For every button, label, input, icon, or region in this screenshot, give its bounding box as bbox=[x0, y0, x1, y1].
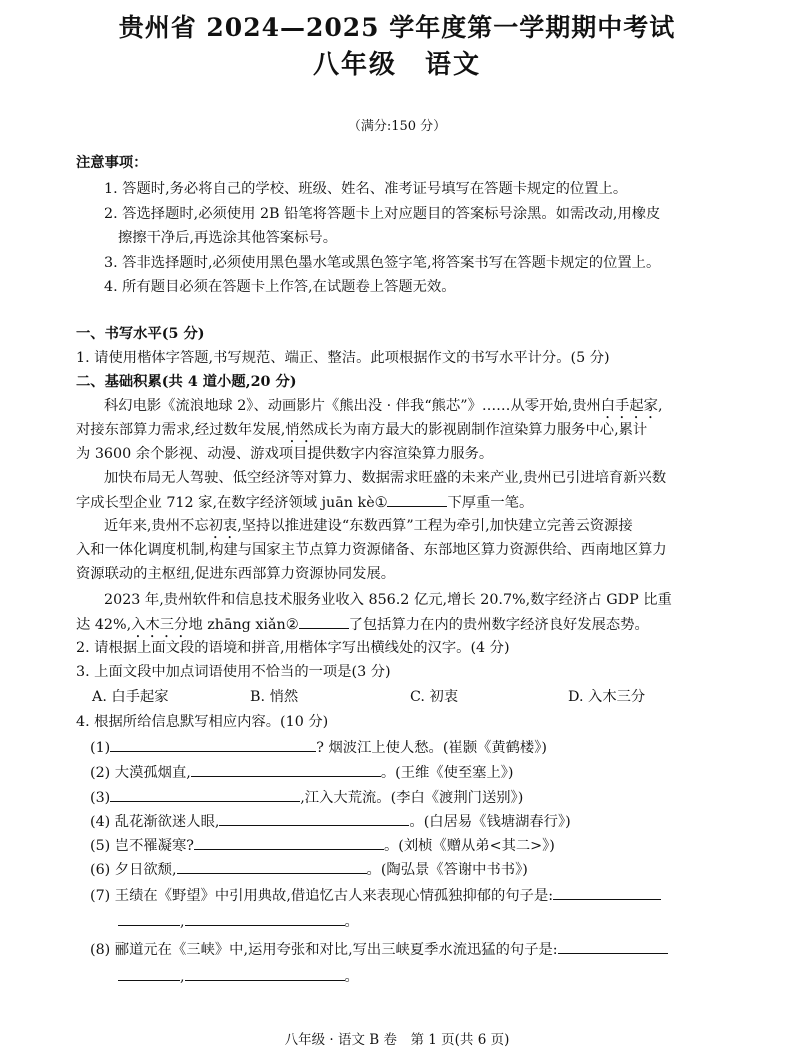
passage-p1-line3: 为 3600 余个影视、动漫、游戏项目提供数字内容渲染算力服务。 bbox=[76, 446, 494, 462]
answer-blank[interactable] bbox=[558, 939, 668, 954]
answer-blank[interactable] bbox=[118, 911, 180, 926]
notice-item-3: 3. 答非选择题时,必须使用黑色墨水笔或黑色签字笔,将答案书写在答题卡规定的位置上。 bbox=[104, 255, 661, 271]
passage-p4-line2 bbox=[76, 614, 649, 641]
answer-blank-2[interactable] bbox=[299, 614, 349, 629]
text: 。 bbox=[344, 969, 359, 985]
dotted-word: 入木三分 bbox=[131, 617, 189, 633]
text: (7) 王绩在《野望》中引用典故,借追忆古人来表现心情孤独抑郁的句子是: bbox=[90, 888, 554, 904]
full-score: （满分:150 分） bbox=[347, 119, 447, 134]
passage-p2-line1: 加快布局无人驾驶、低空经济等对算力、数据需求旺盛的未来产业,贵州已引进培育新兴数 bbox=[104, 470, 667, 486]
answer-blank[interactable] bbox=[110, 737, 316, 752]
option-c[interactable]: C. 初衷 bbox=[410, 689, 459, 705]
notice-item-2: 2. 答选择题时,必须使用 2B 铅笔将答题卡上对应题目的答案标号涂黑。如需改动,用橡皮 bbox=[104, 206, 661, 222]
recite-item-1 bbox=[90, 737, 547, 758]
text: 近年来,贵州不忘 bbox=[104, 518, 209, 534]
question-3: 3. 上面文段中加点词语使用不恰当的一项是(3 分) bbox=[76, 664, 391, 680]
answer-blank[interactable] bbox=[191, 762, 381, 777]
notice-heading: 注意事项： bbox=[76, 155, 148, 171]
passage-p3-line2: 入和一体化调度机制,构建与国家主节点算力资源储备、东部地区算力资源供给、西南地区算力 bbox=[76, 542, 667, 558]
answer-blank[interactable] bbox=[185, 966, 345, 981]
section1-heading: 一、书写水平(5 分) bbox=[76, 326, 205, 342]
question-1: 1. 请使用楷体字答题,书写规范、端正、整洁。此项根据作文的书写水平计分。(5 分) bbox=[76, 350, 610, 366]
passage-p4-line1: 2023 年,贵州软件和信息技术服务业收入 856.2 亿元,增长 20.7%,数字经济占 GDP 比重 bbox=[104, 592, 672, 608]
passage-p3-line1 bbox=[104, 516, 633, 542]
recite-item-3 bbox=[90, 787, 523, 808]
question-2: 2. 请根据上面文段的语境和拼音,用楷体字写出横线处的汉字。(4 分) bbox=[76, 640, 510, 656]
answer-blank[interactable] bbox=[553, 885, 661, 900]
answer-blank[interactable] bbox=[194, 835, 384, 850]
text: 。(王维《使至塞上》) bbox=[380, 765, 514, 781]
text: 成长为南方最大的影视剧制作渲染算力服务中心,累计 bbox=[313, 422, 648, 438]
text: (3) bbox=[90, 790, 111, 806]
answer-blank[interactable] bbox=[185, 911, 345, 926]
text: (8) 郦道元在《三峡》中,运用夸张和对比,写出三峡夏季水流迅猛的句子是: bbox=[90, 942, 558, 958]
dotted-word: 白手起家 bbox=[600, 398, 658, 414]
text: 了包括算力在内的贵州数字经济良好发展态势。 bbox=[348, 617, 649, 633]
recite-item-6 bbox=[90, 859, 528, 880]
passage-p1-line1 bbox=[104, 396, 663, 422]
recite-item-8 bbox=[90, 939, 668, 960]
answer-blank[interactable] bbox=[110, 787, 300, 802]
notice-item-4: 4. 所有题目必须在答题卡上作答,在试题卷上答题无效。 bbox=[104, 279, 456, 295]
answer-blank[interactable] bbox=[177, 859, 367, 874]
exam-subtitle: 八年级 语文 bbox=[312, 50, 481, 80]
text: 地 zhāng xiǎn② bbox=[188, 617, 299, 633]
answer-blank[interactable] bbox=[219, 811, 409, 826]
text: 对接东部算力需求,经过数年发展, bbox=[76, 422, 286, 438]
text: , bbox=[657, 398, 663, 414]
text: 。(刘桢《赠从弟<其二>》) bbox=[383, 838, 555, 854]
text: (6) 夕日欲颓, bbox=[90, 862, 177, 878]
text: 下厚重一笔。 bbox=[447, 495, 534, 511]
recite-item-2 bbox=[90, 762, 514, 783]
exam-title: 贵州省 2024—2025 学年度第一学期期中考试 bbox=[118, 13, 676, 42]
notice-item-1: 1. 答题时,务必将自己的学校、班级、姓名、准考证号填写在答题卡规定的位置上。 bbox=[104, 181, 628, 197]
text: 。(白居易《钱塘湖春行》) bbox=[409, 814, 571, 830]
text: ? 烟波江上使人愁。(崔颢《黄鹤楼》) bbox=[316, 740, 547, 756]
text: ,坚持以推进建设“东数西算”工程为牵引,加快建立完善云资源接 bbox=[237, 518, 633, 534]
text: , bbox=[180, 914, 185, 930]
section2-heading: 二、基础积累(共 4 道小题,20 分) bbox=[76, 374, 297, 390]
question-4: 4. 根据所给信息默写相应内容。(10 分) bbox=[76, 714, 329, 730]
text: 字成长型企业 712 家,在数字经济领域 juān kè① bbox=[76, 495, 388, 511]
text: 。(陶弘景《答谢中书书》) bbox=[366, 862, 528, 878]
recite-item-4 bbox=[90, 811, 571, 832]
recite-item-7 bbox=[90, 885, 661, 906]
passage-p3-line3: 资源联动的主枢纽,促进东西部算力资源协同发展。 bbox=[76, 566, 396, 582]
recite-item-8-cont bbox=[118, 966, 359, 987]
answer-blank-1[interactable] bbox=[387, 492, 447, 507]
option-b[interactable]: B. 悄然 bbox=[250, 689, 299, 705]
page-footer: 八年级 · 语文 B 卷 第 1 页(共 6 页) bbox=[284, 1032, 510, 1048]
notice-item-2-cont: 擦擦干净后,再选涂其他答案标号。 bbox=[118, 230, 337, 246]
recite-item-5 bbox=[90, 835, 555, 856]
option-a[interactable]: A. 白手起家 bbox=[92, 689, 169, 705]
text: (2) 大漠孤烟直, bbox=[90, 765, 191, 781]
recite-item-7-cont bbox=[118, 911, 359, 932]
answer-blank[interactable] bbox=[118, 966, 180, 981]
text: , bbox=[180, 969, 185, 985]
text: 科幻电影《流浪地球 2》、动画影片《熊出没 · 伴我“熊芯”》……从零开始,贵州 bbox=[104, 398, 601, 414]
text: (4) 乱花渐欲迷人眼, bbox=[90, 814, 220, 830]
passage-p1-line2 bbox=[76, 420, 647, 446]
text: (1) bbox=[90, 740, 111, 756]
text: 。 bbox=[344, 914, 359, 930]
option-d[interactable]: D. 入木三分 bbox=[568, 689, 646, 705]
dotted-word: 悄然 bbox=[285, 422, 314, 438]
text: 达 42%, bbox=[76, 617, 132, 633]
text: (5) 岂不罹凝寒? bbox=[90, 838, 194, 854]
text: ,江入大荒流。(李白《渡荆门送别》) bbox=[300, 790, 524, 806]
dotted-word: 初衷 bbox=[208, 518, 238, 534]
passage-p2-line2 bbox=[76, 492, 533, 513]
